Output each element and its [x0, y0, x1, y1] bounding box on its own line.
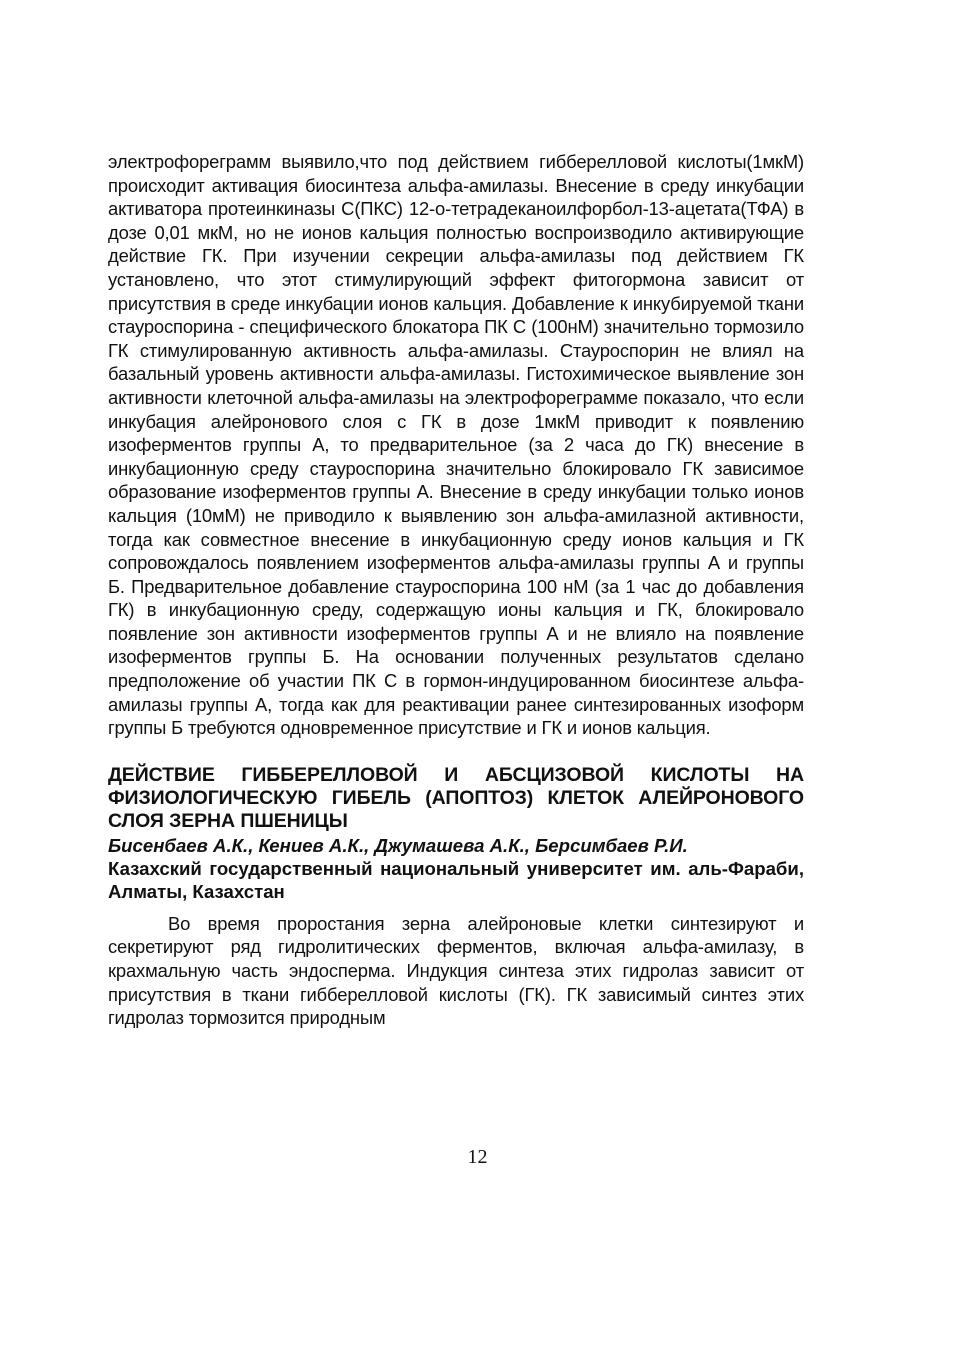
- page-body: [108, 150, 804, 1030]
- article-affiliation: Казахский государственный национальный университет им. аль-Фараби, Алматы, Казахстан: [108, 857, 804, 902]
- article-authors: Бисенбаев А.К., Кениев А.К., Джумашева А.К., Берсимбаев Р.И.: [108, 834, 688, 856]
- article-title: ДЕЙСТВИЕ ГИББЕРЕЛЛОВОЙ И АБСЦИЗОВОЙ КИСЛОТЫ НА ФИЗИОЛОГИЧЕСКУЮ ГИБЕЛЬ (АПОПТОЗ) КЛЕТОК АЛЕЙРОНОВОГО СЛОЯ ЗЕРНА ПШЕНИЦЫ: [108, 763, 804, 832]
- body-paragraph-1: электрофореграмм выявило,что под действием гибберелловой кислоты(1мкМ) происходит активация биосинтеза альфа-амилазы. Внесение в среду инкубации активатора протеинкиназы С(ПКС) 12-о-тетрадеканоилфорбол-13-ацетата(ТФА) в дозе 0,01 мкМ, но не ионов кальция полностью воспроизводило активирующие действие ГК. При изучении секреции альфа-амилазы под действием ГК установлено, что этот стимулирующий эффект фитогормона зависит от присутствия в среде инкубации ионов кальция. Добавление к инкубируемой ткани стауроспорина - специфического блокатора ПК С (100нМ) значительно тормозило ГК стимулированную активность альфа-амилазы. Стауроспорин не влиял на базальный уровень активности альфа-амилазы. Гистохимическое выявление зон активности клеточной альфа-амилазы на электрофореграмме показало, что если инкубация алейронового слоя с ГК в дозе 1мкМ приводит к появлению изоферментов группы А, то предварительное (за 2 часа до ГК) внесение в инкубационную среду стауроспорина значительно блокировало ГК зависимое образование изоферментов группы А. Внесение в среду инкубации только ионов кальция (10мМ) не приводило к выявлению зон альфа-амилазной активности, тогда как совместное внесение в инкубационную среду ионов кальция и ГК сопровождалось появлением изоферментов альфа-амилазы группы А и группы Б. Предварительное добавление стауроспорина 100 нМ (за 1 час до добавления ГК) в инкубационную среду, содержащую ионы кальция и ГК, блокировало появление зон активности изоферментов группы А и не влияло на появление изоферментов группы Б. На основании полученных результатов сделано предположение об участии ПК С в гормон-индуцированном биосинтезе альфа-амилазы группы А, тогда как для реактивации ранее синтезированных изоформ группы Б требуются одновременное присутствие и ГК и ионов кальция.: [108, 151, 804, 739]
- body-paragraph-2: Во время проростания зерна алейроновые клетки синтезируют и секретируют ряд гидролитических ферментов, включая альфа-амилазу, в крахмальную часть эндосперма. Индукция синтеза этих гидролаз зависит от присутствия в ткани гибберелловой кислоты (ГК). ГК зависимый синтез этих гидролаз тормозится природным: [108, 912, 804, 1029]
- page-number: 12: [467, 1146, 488, 1168]
